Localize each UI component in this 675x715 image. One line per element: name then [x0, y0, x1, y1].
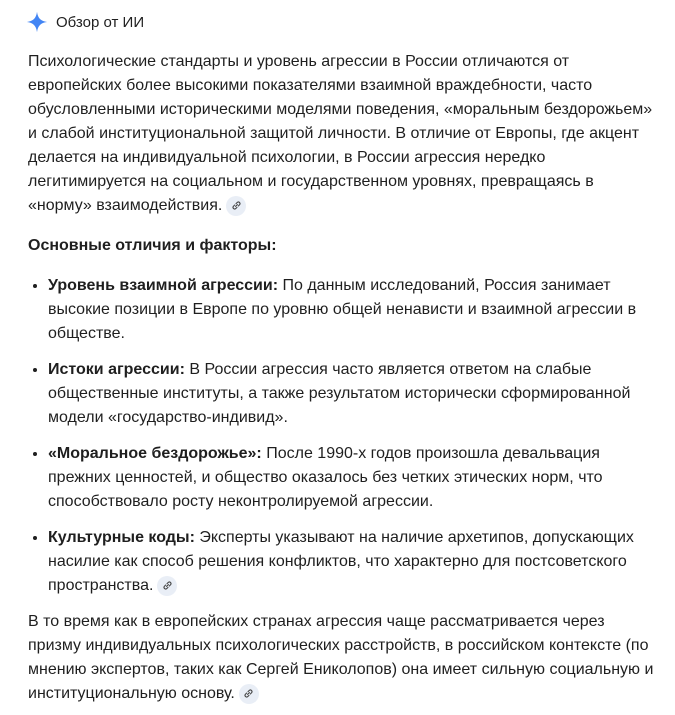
list-item [48, 442, 655, 514]
link-icon [243, 688, 254, 699]
section-heading: Основные отличия и факторы: [28, 237, 277, 254]
source-link-button[interactable] [226, 196, 246, 216]
item-text: По данным исследований, Россия занимает высокие позиции в Европе по уровню общей ненависти и взаимной агрессии в обществе. [48, 277, 637, 342]
item-text: В России агрессия часто является ответом на слабые общественные институты, а также результатом исторически сформированной модели «государство-индивид». [48, 361, 631, 426]
factors-list [28, 274, 655, 598]
conclusion-paragraph [28, 610, 655, 706]
item-title: Уровень взаимной агрессии: [48, 277, 279, 294]
conclusion-text: В то время как в европейских странах агрессия чаще рассматривается через призму индивидуальных психологических расстройств, в российском контексте (по мнению экспертов, таких как Сергей Ениколопов) она имеет сильную социальную и институциональную основу. [28, 613, 654, 702]
list-item [48, 358, 655, 430]
ai-overview-title: Обзор от ИИ [56, 13, 145, 31]
item-title: «Моральное бездорожье»: [48, 445, 262, 462]
intro-paragraph [28, 50, 655, 218]
item-title: Истоки агрессии: [48, 361, 185, 378]
source-link-button[interactable] [239, 684, 259, 704]
ai-overview-header [28, 10, 655, 34]
list-item [48, 274, 655, 346]
source-link-button[interactable] [157, 576, 177, 596]
item-text: После 1990-х годов произошла девальвация прежних ценностей, и общество оказалось без четких этических норм, что способствовало росту неконтролируемой агрессии. [48, 445, 603, 510]
item-text: Эксперты указывают на наличие архетипов, допускающих насилие как способ решения конфликтов, что характерно для постсоветского пространства. [48, 529, 634, 594]
link-icon [231, 200, 242, 211]
sparkle-icon [26, 11, 48, 33]
link-icon [162, 580, 173, 591]
item-title: Культурные коды: [48, 529, 195, 546]
intro-text: Психологические стандарты и уровень агрессии в России отличаются от европейских более высокими показателями взаимной враждебности, часто обусловленными историческими моделями поведения, «моральным бездорожьем» и слабой институциональной защитой личности. В отличие от Европы, где акцент делается на индивидуальной психологии, в России агрессия нередко легитимируется на социальном и государственном уровнях, превращаясь в «норму» взаимодействия. [28, 53, 653, 214]
list-item [48, 526, 655, 598]
